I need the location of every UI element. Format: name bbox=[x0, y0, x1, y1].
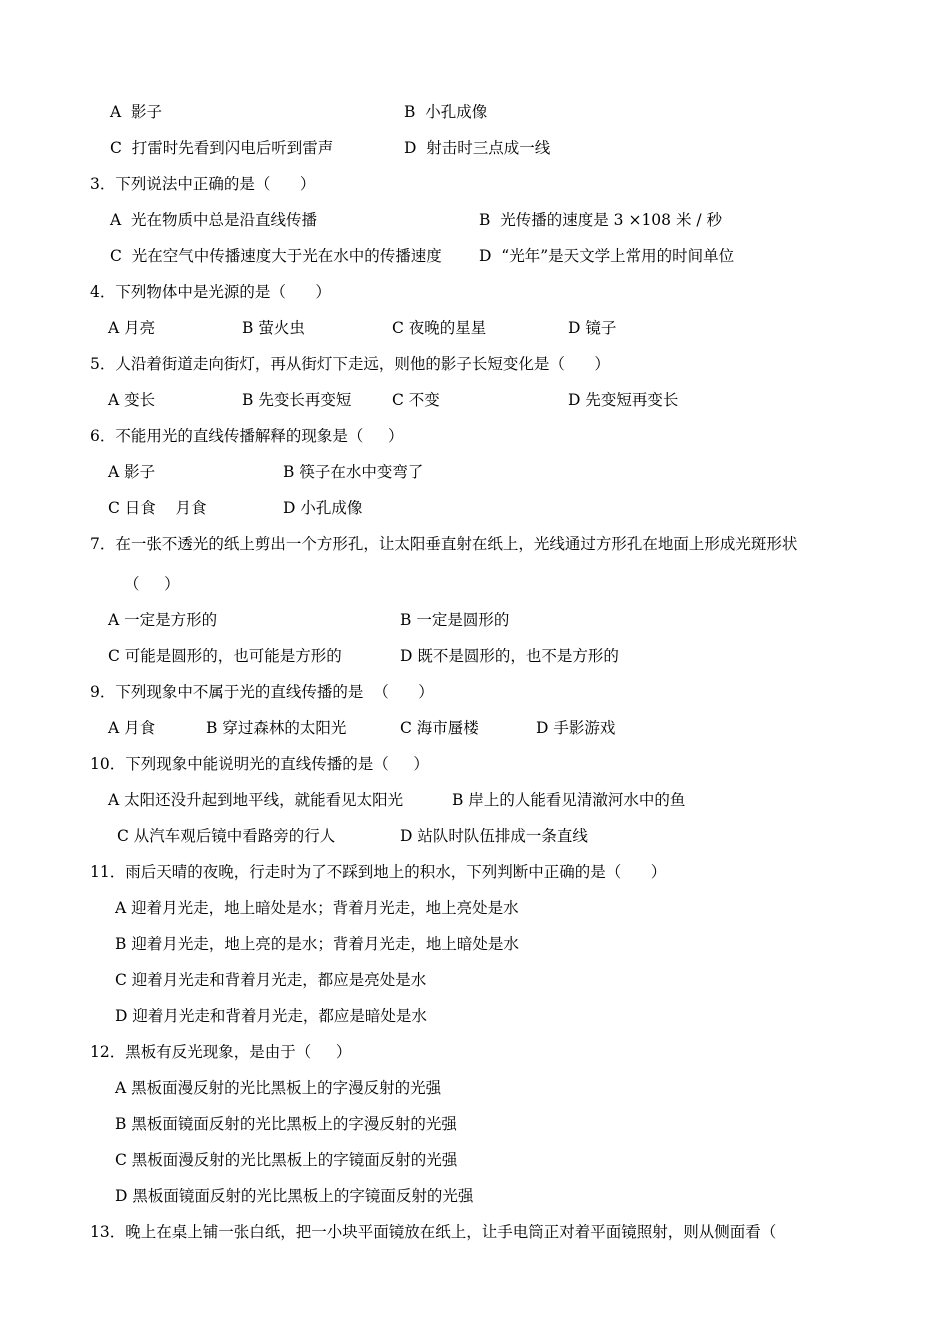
q9-option-b: B 穿过森林的太阳光 bbox=[206, 719, 347, 737]
q12-option-b: B 黑板面镜面反射的光比黑板上的字漫反射的光强 bbox=[115, 1115, 457, 1133]
q3-option-d: D “光年”是天文学上常用的时间单位 bbox=[479, 247, 735, 265]
q2-option-b: B 小孔成像 bbox=[404, 103, 488, 121]
q10-option-d: D 站队时队伍排成一条直线 bbox=[400, 827, 588, 845]
q6-option-d: D 小孔成像 bbox=[283, 499, 363, 517]
q12-option-a: A 黑板面漫反射的光比黑板上的字漫反射的光强 bbox=[115, 1079, 442, 1097]
q11-option-b: B 迎着月光走，地上亮的是水；背着月光走，地上暗处是水 bbox=[115, 935, 519, 953]
q3-option-a: A 光在物质中总是沿直线传播 bbox=[110, 211, 318, 229]
q5-option-b: B 先变长再变短 bbox=[242, 391, 352, 409]
q11-stem: 11．雨后天晴的夜晚，行走时为了不踩到地上的积水，下列判断中正确的是（ ） bbox=[90, 863, 667, 881]
q6-option-c: C 日食 月食 bbox=[108, 499, 207, 517]
q12-option-d: D 黑板面镜面反射的光比黑板上的字镜面反射的光强 bbox=[115, 1187, 474, 1205]
q4-option-c: C 夜晚的星星 bbox=[392, 319, 487, 337]
q7-stem-continuation: （ ） bbox=[124, 575, 180, 593]
q11-option-d: D 迎着月光走和背着月光走，都应是暗处是水 bbox=[115, 1007, 427, 1025]
q4-option-b: B 萤火虫 bbox=[242, 319, 305, 337]
q6-option-a: A 影子 bbox=[108, 463, 156, 481]
q3-option-b: B 光传播的速度是 3 ×108 米 / 秒 bbox=[479, 211, 723, 229]
q3-option-c: C 光在空气中传播速度大于光在水中的传播速度 bbox=[110, 247, 442, 265]
q6-option-b: B 筷子在水中变弯了 bbox=[283, 463, 424, 481]
q7-option-b: B 一定是圆形的 bbox=[400, 611, 510, 629]
q6-stem: 6．不能用光的直线传播解释的现象是（ ） bbox=[90, 427, 404, 445]
q2-option-a: A 影子 bbox=[110, 103, 163, 121]
q7-option-d: D 既不是圆形的，也不是方形的 bbox=[400, 647, 619, 665]
q2-option-c: C 打雷时先看到闪电后听到雷声 bbox=[110, 139, 334, 157]
q7-option-a: A 一定是方形的 bbox=[108, 611, 218, 629]
q4-option-a: A 月亮 bbox=[108, 319, 156, 337]
q7-option-c: C 可能是圆形的，也可能是方形的 bbox=[108, 647, 342, 665]
q9-option-d: D 手影游戏 bbox=[536, 719, 616, 737]
q7-stem: 7．在一张不透光的纸上剪出一个方形孔，让太阳垂直射在纸上，光线通过方形孔在地面上形成光斑形状 bbox=[90, 535, 798, 553]
q5-stem: 5．人沿着街道走向街灯，再从街灯下走远，则他的影子长短变化是（ ） bbox=[90, 355, 610, 373]
q12-stem: 12．黑板有反光现象，是由于（ ） bbox=[90, 1043, 352, 1061]
q3-stem: 3．下列说法中正确的是（ ） bbox=[90, 175, 316, 193]
q5-option-a: A 变长 bbox=[108, 391, 156, 409]
q10-option-b: B 岸上的人能看见清澈河水中的鱼 bbox=[452, 791, 686, 809]
q5-option-c: C 不变 bbox=[392, 391, 440, 409]
q9-option-c: C 海市蜃楼 bbox=[400, 719, 479, 737]
q13-stem: 13．晚上在桌上铺一张白纸，把一小块平面镜放在纸上，让手电筒正对着平面镜照射，则从侧面看（ bbox=[90, 1223, 777, 1241]
q9-option-a: A 月食 bbox=[108, 719, 156, 737]
q12-option-c: C 黑板面漫反射的光比黑板上的字镜面反射的光强 bbox=[115, 1151, 458, 1169]
q5-option-d: D 先变短再变长 bbox=[568, 391, 679, 409]
q9-stem: 9．下列现象中不属于光的直线传播的是 （ ） bbox=[90, 683, 434, 701]
q10-option-a: A 太阳还没升起到地平线，就能看见太阳光 bbox=[108, 791, 404, 809]
q2-option-d: D 射击时三点成一线 bbox=[404, 139, 551, 157]
q11-option-c: C 迎着月光走和背着月光走，都应是亮处是水 bbox=[115, 971, 427, 989]
q11-option-a: A 迎着月光走，地上暗处是水；背着月光走，地上亮处是水 bbox=[115, 899, 519, 917]
q4-stem: 4．下列物体中是光源的是（ ） bbox=[90, 283, 331, 301]
q4-option-d: D 镜子 bbox=[568, 319, 617, 337]
q10-stem: 10．下列现象中能说明光的直线传播的是（ ） bbox=[90, 755, 429, 773]
q10-option-c: C 从汽车观后镜中看路旁的行人 bbox=[117, 827, 336, 845]
